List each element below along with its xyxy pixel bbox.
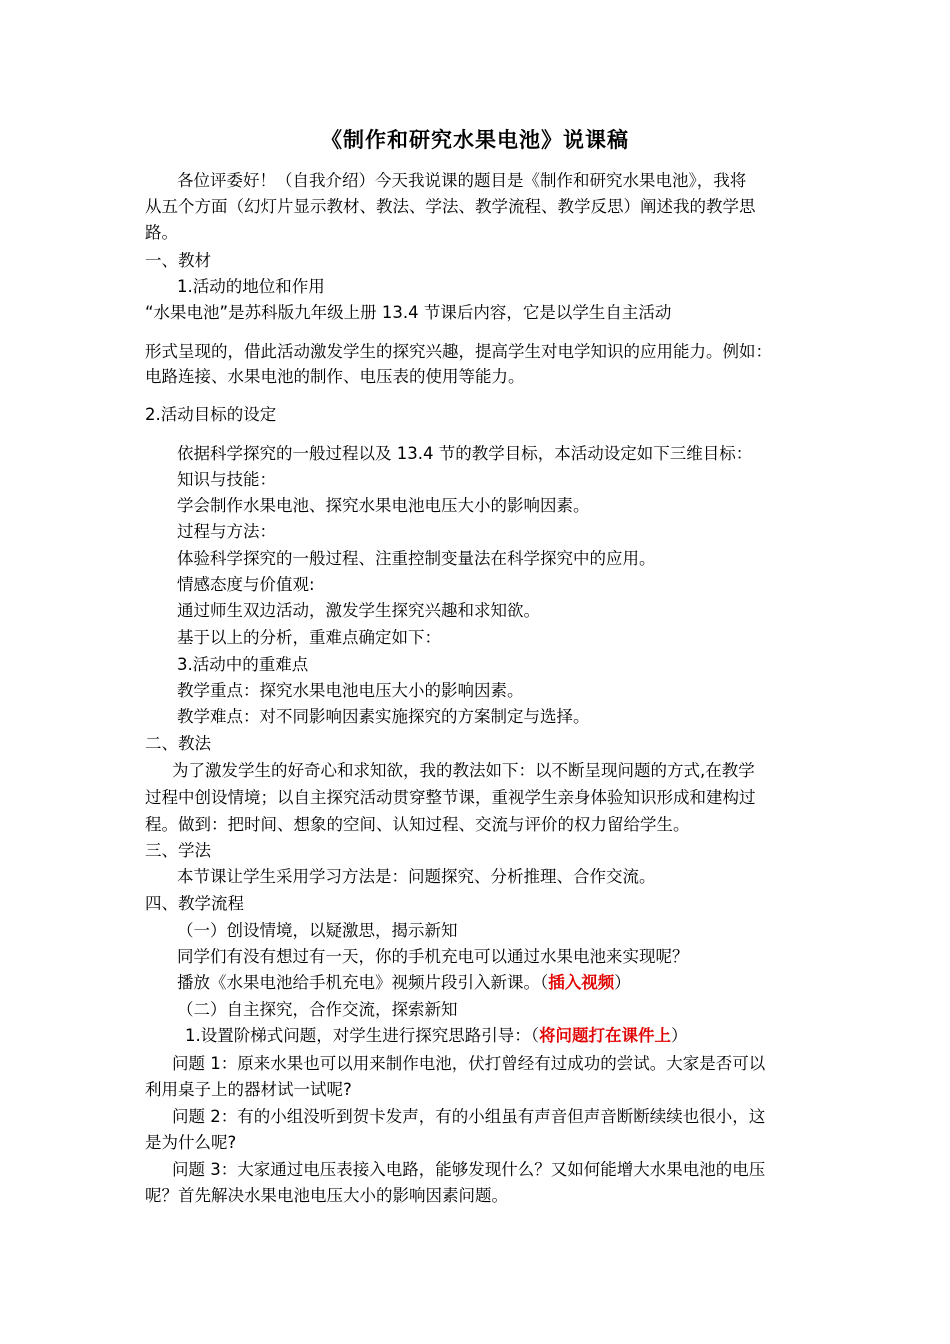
highlight-insert-video: 插入视频 [548,973,615,992]
subheading-key-points: 3.活动中的重难点 [177,655,309,674]
paragraph-line: 同学们有没有想过有一天，你的手机充电可以通过水果电池来实现呢？ [177,947,689,966]
closing-paren: ） [671,1026,688,1045]
goal-line: 通过师生双边活动，激发学生探究兴趣和求知欲。 [177,601,540,620]
goal-line: 过程与方法： [177,522,276,541]
paragraph-line: 为了激发学生的好奇心和求知欲，我的教法如下：以不断呈现问题的方式,在教学 [172,761,755,780]
paragraph-line: 过程中创设情境；以自主探究活动贯穿整节课，重视学生亲身体验知识形成和建构过 [145,788,756,807]
intro-line: 各位评委好！（自我介绍）今天我说课的题目是《制作和研究水果电池》，我将 [177,171,747,190]
goal-line: 学会制作水果电池、探究水果电池电压大小的影响因素。 [177,496,590,515]
document-title: 《制作和研究水果电池》说课稿 [321,127,629,152]
question-line: 问题 3：大家通过电压表接入电路，能够发现什么？又如何能增大水果电池的电压 [172,1160,766,1179]
subheading-goals: 2.活动目标的设定 [145,405,277,424]
paragraph-line: 形式呈现的，借此活动激发学生的探究兴趣，提高学生对电学知识的应用能力。例如： [145,342,772,361]
section-heading-teaching-process: 四、教学流程 [145,894,244,913]
intro-line: 从五个方面（幻灯片显示教材、教法、学法、教学流程、教学反思）阐述我的教学思 [145,197,756,216]
paragraph-line [185,1025,855,1047]
goal-line: 依据科学探究的一般过程以及 13.4 节的教学目标，本活动设定如下三维目标： [177,444,753,463]
goal-line: 情感态度与价值观: [177,575,315,594]
question-line: 呢？首先解决水果电池电压大小的影响因素问题。 [145,1186,508,1205]
paragraph-line: 程。做到：把时间、想象的空间、认知过程、交流与评价的权力留给学生。 [145,815,690,834]
highlight-courseware: 将问题打在课件上 [539,1026,671,1045]
goal-line: 知识与技能： [177,470,276,489]
question-line: 利用桌子上的器材试一试呢? [145,1080,352,1099]
question-line: 问题 2：有的小组没听到贺卡发声，有的小组虽有声音但声音断断续续也很小，这 [172,1107,766,1126]
goal-line: 基于以上的分析，重难点确定如下： [177,628,441,647]
key-point-line: 教学重点：探究水果电池电压大小的影响因素。 [177,681,524,700]
step-heading: （二）自主探究，合作交流，探索新知 [177,1000,458,1019]
play-video-text: 播放《水果电池给手机充电》视频片段引入新课。（ [177,973,549,992]
section-heading-learning-method: 三、学法 [145,841,211,860]
closing-paren: ） [614,973,631,992]
paragraph-line: “水果电池”是苏科版九年级上册 13.4 节课后内容，它是以学生自主活动 [145,303,672,322]
goal-line: 体验科学探究的一般过程、注重控制变量法在科学探究中的应用。 [177,549,656,568]
paragraph-line: 本节课让学生采用学习方法是：问题探究、分析推理、合作交流。 [177,867,656,886]
paragraph-line [177,972,847,994]
question-line: 问题 1：原来水果也可以用来制作电池，伏打曾经有过成功的尝试。大家是否可以 [172,1054,766,1073]
question-guide-text: 1.设置阶梯式问题，对学生进行探究思路引导：（ [185,1026,539,1045]
section-heading-teaching-method: 二、教法 [145,734,211,753]
step-heading: （一）创设情境，以疑激思，揭示新知 [177,921,458,940]
difficulty-line: 教学难点：对不同影响因素实施探究的方案制定与选择。 [177,707,590,726]
intro-line: 路。 [145,223,178,242]
section-heading-textbook: 一、教材 [145,251,211,270]
paragraph-line: 电路连接、水果电池的制作、电压表的使用等能力。 [145,367,525,386]
question-line: 是为什么呢? [145,1133,237,1152]
subheading-role: 1.活动的地位和作用 [177,277,325,296]
